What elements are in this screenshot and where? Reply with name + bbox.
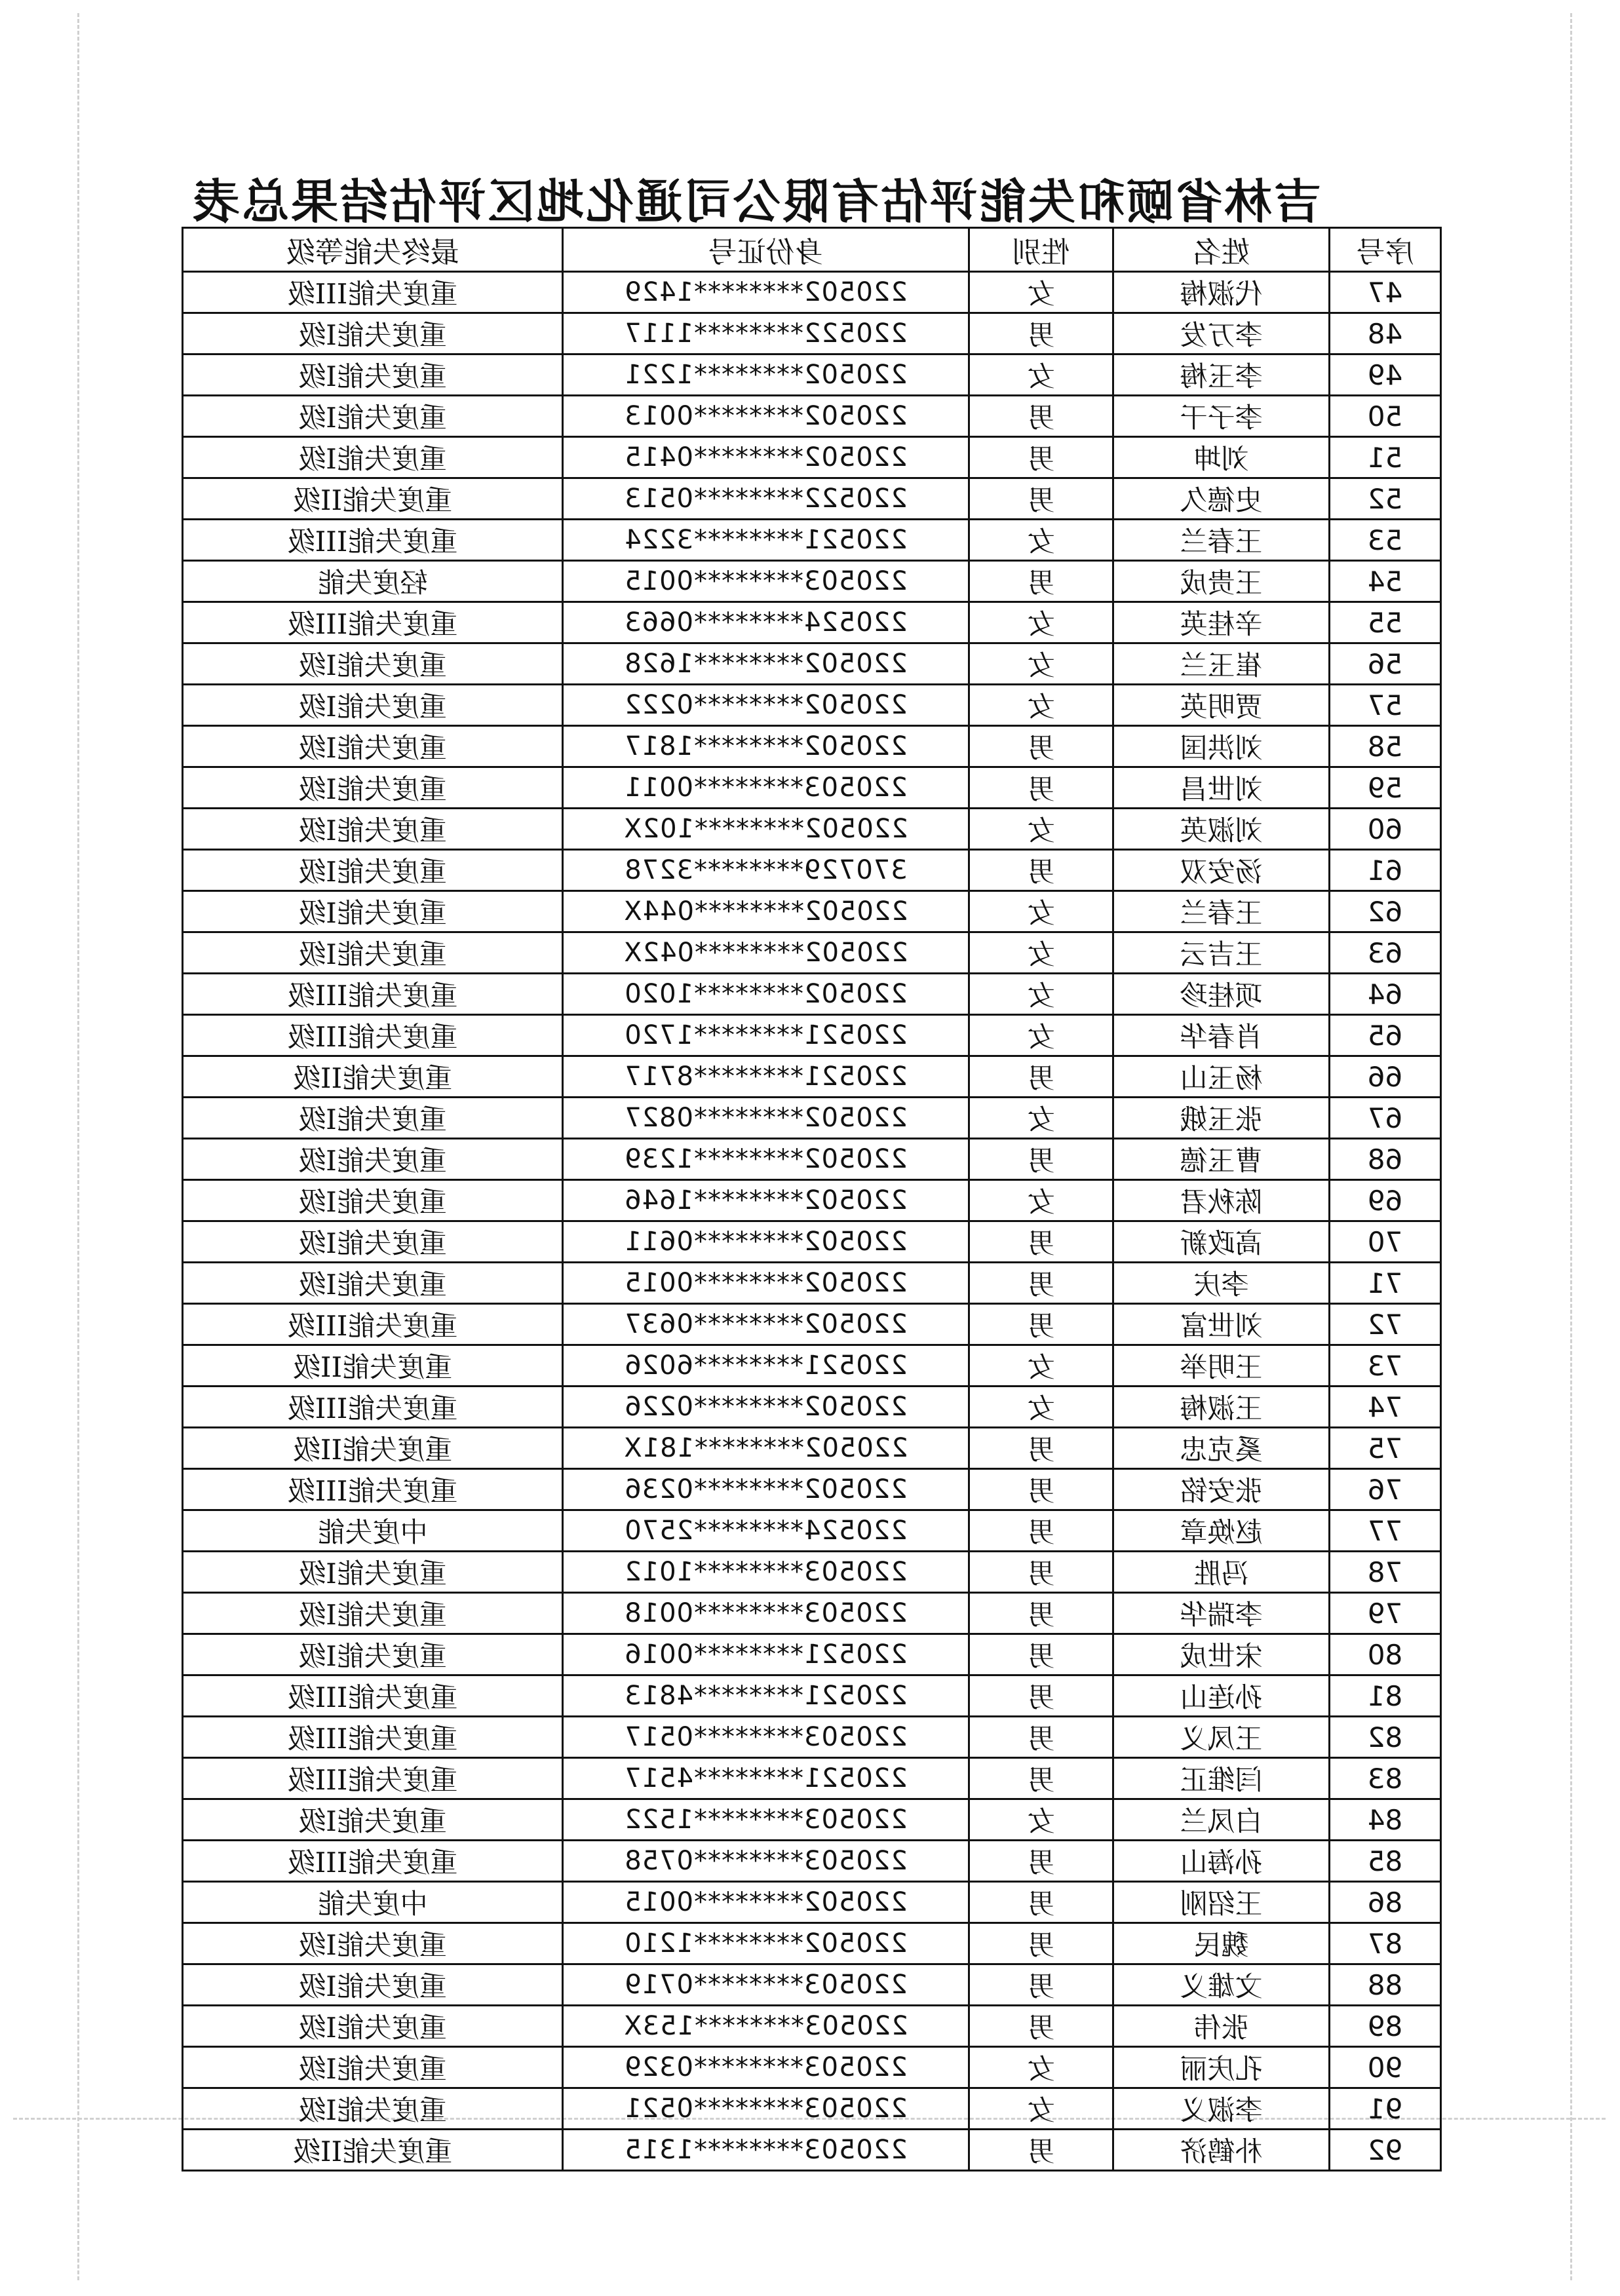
cell-grade: 重度失能Ⅰ级 xyxy=(183,396,563,437)
cell-name: 王春兰 xyxy=(1113,520,1330,561)
cell-sex: 男 xyxy=(969,1758,1113,1799)
cell-name: 冯胜 xyxy=(1113,1552,1330,1593)
cell-name: 辛桂英 xyxy=(1113,602,1330,643)
cell-seq: 79 xyxy=(1330,1593,1441,1634)
table-row xyxy=(183,354,1441,396)
cell-grade: 重度失能III级 xyxy=(183,974,563,1015)
cell-name: 代淑梅 xyxy=(1113,272,1330,313)
cell-seq: 54 xyxy=(1330,561,1441,602)
cell-sex: 男 xyxy=(969,1923,1113,1964)
table-row xyxy=(183,643,1441,685)
cell-seq: 56 xyxy=(1330,643,1441,685)
table-row xyxy=(183,1758,1441,1799)
cell-grade: 重度失能Ⅰ级 xyxy=(183,891,563,932)
cell-id: 220502********0415 xyxy=(563,437,969,478)
cell-id: 220502********0015 xyxy=(563,1882,969,1923)
cell-name: 王淑梅 xyxy=(1113,1387,1330,1428)
cell-grade: 重度失能III级 xyxy=(183,1717,563,1758)
cell-name: 张伟 xyxy=(1113,2006,1330,2047)
cell-name: 李万发 xyxy=(1113,313,1330,354)
document-title: 吉林省颐和失能评估有限公司通化地区评估结果总表 xyxy=(190,174,1321,229)
cell-id: 220522********0513 xyxy=(563,478,969,520)
cell-seq: 87 xyxy=(1330,1923,1441,1964)
cell-sex: 男 xyxy=(969,396,1113,437)
cell-name: 文雄义 xyxy=(1113,1964,1330,2006)
cell-sex: 女 xyxy=(969,685,1113,726)
table-row xyxy=(183,1923,1441,1964)
table-row xyxy=(183,1304,1441,1345)
cell-name: 孙海山 xyxy=(1113,1841,1330,1882)
cell-grade: 重度失能Ⅰ级 xyxy=(183,437,563,478)
table-row xyxy=(183,1841,1441,1882)
cell-grade: 重度失能III级 xyxy=(183,1675,563,1717)
table-row xyxy=(183,1428,1441,1469)
cell-name: 李瑞华 xyxy=(1113,1593,1330,1634)
cell-grade: 重度失能III级 xyxy=(183,1758,563,1799)
cell-id: 220524********2570 xyxy=(563,1510,969,1552)
cell-seq: 72 xyxy=(1330,1304,1441,1345)
cell-sex: 男 xyxy=(969,1882,1113,1923)
cell-name: 陈秋君 xyxy=(1113,1180,1330,1221)
cell-seq: 57 xyxy=(1330,685,1441,726)
cell-grade: 重度失能Ⅰ级 xyxy=(183,767,563,809)
cell-sex: 女 xyxy=(969,1345,1113,1387)
cell-grade: 重度失能Ⅰ级 xyxy=(183,1180,563,1221)
cell-id: 220503********1315 xyxy=(563,2130,969,2171)
cell-sex: 男 xyxy=(969,437,1113,478)
cell-id: 220521********3224 xyxy=(563,520,969,561)
cell-id: 220503********153X xyxy=(563,2006,969,2047)
table-row xyxy=(183,1098,1441,1139)
cell-grade: 重度失能III级 xyxy=(183,1015,563,1056)
cell-id: 220522********1117 xyxy=(563,313,969,354)
cell-id: 220502********042X xyxy=(563,932,969,974)
cell-id: 220502********102X xyxy=(563,809,969,850)
table-row xyxy=(183,1964,1441,2006)
cell-name: 朴鹤济 xyxy=(1113,2130,1330,2171)
header-seq: 序号 xyxy=(1330,228,1441,272)
cell-grade: 重度失能Ⅰ级 xyxy=(183,932,563,974)
cell-sex: 男 xyxy=(969,850,1113,891)
cell-grade: 重度失能Ⅰ级 xyxy=(183,1139,563,1180)
cell-sex: 女 xyxy=(969,1799,1113,1841)
cell-sex: 女 xyxy=(969,272,1113,313)
cell-id: 220521********1720 xyxy=(563,1015,969,1056)
cell-id: 220502********044X xyxy=(563,891,969,932)
cell-id: 220503********0719 xyxy=(563,1964,969,2006)
table-row xyxy=(183,2047,1441,2088)
cell-name: 曹玉德 xyxy=(1113,1139,1330,1180)
cell-id: 220502********0236 xyxy=(563,1469,969,1510)
cell-id: 220502********0226 xyxy=(563,1387,969,1428)
table-row xyxy=(183,974,1441,1015)
cell-grade: 重度失能Ⅰ级 xyxy=(183,643,563,685)
cell-grade: 重度失能Ⅰ级 xyxy=(183,1634,563,1675)
cell-name: 赵焕章 xyxy=(1113,1510,1330,1552)
cell-seq: 73 xyxy=(1330,1345,1441,1387)
cell-sex: 男 xyxy=(969,1717,1113,1758)
cell-name: 高政新 xyxy=(1113,1221,1330,1263)
cell-seq: 75 xyxy=(1330,1428,1441,1469)
cell-sex: 男 xyxy=(969,561,1113,602)
cell-sex: 男 xyxy=(969,1428,1113,1469)
cell-id: 220521********4813 xyxy=(563,1675,969,1717)
cell-seq: 86 xyxy=(1330,1882,1441,1923)
table-row xyxy=(183,932,1441,974)
table-row xyxy=(183,809,1441,850)
cell-name: 李庆 xyxy=(1113,1263,1330,1304)
cell-id: 220521********4517 xyxy=(563,1758,969,1799)
cell-seq: 49 xyxy=(1330,354,1441,396)
cell-seq: 69 xyxy=(1330,1180,1441,1221)
cell-id: 220521********0016 xyxy=(563,1634,969,1675)
cell-name: 李淑义 xyxy=(1113,2088,1330,2130)
cell-seq: 91 xyxy=(1330,2088,1441,2130)
cell-name: 张玉娥 xyxy=(1113,1098,1330,1139)
cell-name: 宋世成 xyxy=(1113,1634,1330,1675)
cell-name: 王明举 xyxy=(1113,1345,1330,1387)
cell-seq: 64 xyxy=(1330,974,1441,1015)
cell-sex: 女 xyxy=(969,1015,1113,1056)
table-row xyxy=(183,1180,1441,1221)
cell-id: 220502********1429 xyxy=(563,272,969,313)
cell-sex: 男 xyxy=(969,767,1113,809)
cell-seq: 48 xyxy=(1330,313,1441,354)
cell-seq: 80 xyxy=(1330,1634,1441,1675)
cell-name: 刘世富 xyxy=(1113,1304,1330,1345)
cell-seq: 90 xyxy=(1330,2047,1441,2088)
cell-sex: 男 xyxy=(969,1056,1113,1098)
cell-grade: 重度失能II级 xyxy=(183,1056,563,1098)
cell-grade: 重度失能II级 xyxy=(183,1428,563,1469)
cell-name: 闫维正 xyxy=(1113,1758,1330,1799)
cell-name: 李玉梅 xyxy=(1113,354,1330,396)
cell-id: 220521********8717 xyxy=(563,1056,969,1098)
cell-grade: 重度失能Ⅰ级 xyxy=(183,1098,563,1139)
cell-sex: 男 xyxy=(969,2130,1113,2171)
cell-sex: 女 xyxy=(969,1180,1113,1221)
cell-seq: 85 xyxy=(1330,1841,1441,1882)
cell-grade: 重度失能Ⅰ级 xyxy=(183,2047,563,2088)
cell-sex: 女 xyxy=(969,1098,1113,1139)
cell-seq: 50 xyxy=(1330,396,1441,437)
cell-sex: 男 xyxy=(969,1593,1113,1634)
cell-sex: 女 xyxy=(969,643,1113,685)
cell-grade: 重度失能Ⅰ级 xyxy=(183,685,563,726)
cell-grade: 重度失能III级 xyxy=(183,1387,563,1428)
cell-sex: 男 xyxy=(969,2006,1113,2047)
table-row xyxy=(183,850,1441,891)
cell-grade: 重度失能II级 xyxy=(183,1345,563,1387)
cell-seq: 55 xyxy=(1330,602,1441,643)
cell-seq: 63 xyxy=(1330,932,1441,974)
cell-seq: 61 xyxy=(1330,850,1441,891)
cell-name: 王绍刚 xyxy=(1113,1882,1330,1923)
cell-name: 张安铭 xyxy=(1113,1469,1330,1510)
cell-id: 220502********1239 xyxy=(563,1139,969,1180)
cell-name: 肖春华 xyxy=(1113,1015,1330,1056)
cell-grade: 重度失能Ⅰ级 xyxy=(183,313,563,354)
table-row xyxy=(183,313,1441,354)
cell-name: 项桂珍 xyxy=(1113,974,1330,1015)
cell-id: 220524********0663 xyxy=(563,602,969,643)
table-row xyxy=(183,478,1441,520)
cell-seq: 88 xyxy=(1330,1964,1441,2006)
cell-grade: 重度失能Ⅰ级 xyxy=(183,2088,563,2130)
cell-sex: 男 xyxy=(969,1221,1113,1263)
cell-grade: 重度失能Ⅰ级 xyxy=(183,809,563,850)
cell-grade: 轻度失能 xyxy=(183,561,563,602)
table-row xyxy=(183,272,1441,313)
cell-id: 220502********1817 xyxy=(563,726,969,767)
table-row xyxy=(183,1882,1441,1923)
table-row xyxy=(183,891,1441,932)
table-row xyxy=(183,1510,1441,1552)
cell-sex: 男 xyxy=(969,1675,1113,1717)
cell-sex: 男 xyxy=(969,1304,1113,1345)
cell-sex: 男 xyxy=(969,1510,1113,1552)
cell-seq: 84 xyxy=(1330,1799,1441,1841)
cell-grade: 重度失能Ⅰ级 xyxy=(183,1263,563,1304)
table-header-row xyxy=(183,228,1441,272)
cell-name: 刘坤 xyxy=(1113,437,1330,478)
header-grade: 最终失能等级 xyxy=(183,228,563,272)
cell-seq: 77 xyxy=(1330,1510,1441,1552)
table-row xyxy=(183,602,1441,643)
cell-name: 李子干 xyxy=(1113,396,1330,437)
table-row xyxy=(183,1015,1441,1056)
cell-grade: 重度失能III级 xyxy=(183,1304,563,1345)
cell-id: 220503********0018 xyxy=(563,1593,969,1634)
cell-id: 220503********0015 xyxy=(563,561,969,602)
cell-name: 白凤兰 xyxy=(1113,1799,1330,1841)
cell-seq: 52 xyxy=(1330,478,1441,520)
table-row xyxy=(183,520,1441,561)
header-sex: 性别 xyxy=(969,228,1113,272)
cell-name: 王凤义 xyxy=(1113,1717,1330,1758)
cell-grade: 重度失能III级 xyxy=(183,520,563,561)
cell-id: 220502********0827 xyxy=(563,1098,969,1139)
cell-id: 220502********0013 xyxy=(563,396,969,437)
cell-sex: 女 xyxy=(969,354,1113,396)
table-row xyxy=(183,2088,1441,2130)
cell-sex: 女 xyxy=(969,809,1113,850)
cell-id: 220503********0011 xyxy=(563,767,969,809)
cell-name: 刘世昌 xyxy=(1113,767,1330,809)
cell-id: 220502********1646 xyxy=(563,1180,969,1221)
cell-seq: 47 xyxy=(1330,272,1441,313)
cell-name: 王贵成 xyxy=(1113,561,1330,602)
cell-grade: 重度失能III级 xyxy=(183,1469,563,1510)
table-row xyxy=(183,1345,1441,1387)
cell-grade: 重度失能Ⅰ级 xyxy=(183,726,563,767)
cell-seq: 65 xyxy=(1330,1015,1441,1056)
cell-grade: 重度失能Ⅰ级 xyxy=(183,2006,563,2047)
cell-id: 370729********3278 xyxy=(563,850,969,891)
cell-grade: 重度失能Ⅰ级 xyxy=(183,850,563,891)
cell-name: 刘洪国 xyxy=(1113,726,1330,767)
cell-sex: 女 xyxy=(969,2047,1113,2088)
cell-seq: 70 xyxy=(1330,1221,1441,1263)
table-row xyxy=(183,1552,1441,1593)
table-row xyxy=(183,1139,1441,1180)
cell-grade: 重度失能Ⅰ级 xyxy=(183,1923,563,1964)
cell-id: 220502********0015 xyxy=(563,1263,969,1304)
cell-name: 王春兰 xyxy=(1113,891,1330,932)
cell-seq: 67 xyxy=(1330,1098,1441,1139)
cell-name: 王吉云 xyxy=(1113,932,1330,974)
cell-seq: 83 xyxy=(1330,1758,1441,1799)
header-name: 姓名 xyxy=(1113,228,1330,272)
table-row xyxy=(183,1717,1441,1758)
cell-sex: 女 xyxy=(969,2088,1113,2130)
cell-sex: 男 xyxy=(969,1552,1113,1593)
cell-grade: 重度失能III级 xyxy=(183,272,563,313)
cell-grade: 重度失能II级 xyxy=(183,2130,563,2171)
cell-seq: 82 xyxy=(1330,1717,1441,1758)
cell-grade: 重度失能Ⅰ级 xyxy=(183,1593,563,1634)
cell-seq: 59 xyxy=(1330,767,1441,809)
cell-seq: 62 xyxy=(1330,891,1441,932)
table-row xyxy=(183,726,1441,767)
cell-name: 孔庆丽 xyxy=(1113,2047,1330,2088)
cell-sex: 女 xyxy=(969,932,1113,974)
table-row xyxy=(183,1634,1441,1675)
table-row xyxy=(183,1263,1441,1304)
cell-seq: 68 xyxy=(1330,1139,1441,1180)
cell-seq: 51 xyxy=(1330,437,1441,478)
cell-sex: 男 xyxy=(969,1469,1113,1510)
cell-sex: 女 xyxy=(969,1387,1113,1428)
cell-seq: 74 xyxy=(1330,1387,1441,1428)
cell-sex: 女 xyxy=(969,520,1113,561)
cell-grade: 重度失能II级 xyxy=(183,478,563,520)
cell-name: 魏民 xyxy=(1113,1923,1330,1964)
cell-seq: 60 xyxy=(1330,809,1441,850)
table-row xyxy=(183,437,1441,478)
cell-sex: 女 xyxy=(969,891,1113,932)
table-row xyxy=(183,1799,1441,1841)
table-row xyxy=(183,2006,1441,2047)
cell-id: 220521********6026 xyxy=(563,1345,969,1387)
cell-name: 孙连山 xyxy=(1113,1675,1330,1717)
cell-id: 220503********0329 xyxy=(563,2047,969,2088)
cell-grade: 中度失能 xyxy=(183,1510,563,1552)
cell-grade: 重度失能Ⅰ级 xyxy=(183,1964,563,2006)
cell-sex: 男 xyxy=(969,726,1113,767)
cell-id: 220503********0517 xyxy=(563,1717,969,1758)
cell-seq: 76 xyxy=(1330,1469,1441,1510)
table-row xyxy=(183,1221,1441,1263)
cell-id: 220502********1020 xyxy=(563,974,969,1015)
cell-grade: 中度失能 xyxy=(183,1882,563,1923)
cell-sex: 男 xyxy=(969,313,1113,354)
cell-name: 奚克忠 xyxy=(1113,1428,1330,1469)
table-row xyxy=(183,767,1441,809)
cell-id: 220503********0758 xyxy=(563,1841,969,1882)
cell-seq: 71 xyxy=(1330,1263,1441,1304)
cell-id: 220502********0611 xyxy=(563,1221,969,1263)
cell-grade: 重度失能Ⅰ级 xyxy=(183,1221,563,1263)
cell-sex: 男 xyxy=(969,1964,1113,2006)
table-row xyxy=(183,1675,1441,1717)
table-row xyxy=(183,1469,1441,1510)
table-row xyxy=(183,1593,1441,1634)
table-row xyxy=(183,561,1441,602)
cell-grade: 重度失能III级 xyxy=(183,602,563,643)
cell-name: 汤安双 xyxy=(1113,850,1330,891)
table-row xyxy=(183,1056,1441,1098)
header-id: 身份证号 xyxy=(563,228,969,272)
cell-grade: 重度失能Ⅰ级 xyxy=(183,354,563,396)
table-row xyxy=(183,685,1441,726)
assessment-results-table xyxy=(182,227,1442,2172)
cell-grade: 重度失能III级 xyxy=(183,1841,563,1882)
table-row xyxy=(183,1387,1441,1428)
table-row xyxy=(183,2130,1441,2171)
cell-name: 刘淑英 xyxy=(1113,809,1330,850)
cell-seq: 53 xyxy=(1330,520,1441,561)
cell-sex: 男 xyxy=(969,1634,1113,1675)
cell-sex: 女 xyxy=(969,974,1113,1015)
cell-name: 史德久 xyxy=(1113,478,1330,520)
cell-id: 220502********0637 xyxy=(563,1304,969,1345)
cell-name: 崔玉兰 xyxy=(1113,643,1330,685)
cell-name: 杨玉山 xyxy=(1113,1056,1330,1098)
table-body xyxy=(183,272,1441,2171)
cell-sex: 女 xyxy=(969,602,1113,643)
cell-grade: 重度失能Ⅰ级 xyxy=(183,1799,563,1841)
cell-seq: 92 xyxy=(1330,2130,1441,2171)
cell-seq: 66 xyxy=(1330,1056,1441,1098)
cell-id: 220502********1210 xyxy=(563,1923,969,1964)
cell-seq: 89 xyxy=(1330,2006,1441,2047)
cell-grade: 重度失能Ⅰ级 xyxy=(183,1552,563,1593)
cell-id: 220503********1522 xyxy=(563,1799,969,1841)
cell-sex: 男 xyxy=(969,1841,1113,1882)
cell-seq: 58 xyxy=(1330,726,1441,767)
cell-id: 220502********181X xyxy=(563,1428,969,1469)
cell-sex: 男 xyxy=(969,478,1113,520)
cell-id: 220503********1012 xyxy=(563,1552,969,1593)
cell-name: 贾明英 xyxy=(1113,685,1330,726)
cell-id: 220502********0222 xyxy=(563,685,969,726)
cell-seq: 81 xyxy=(1330,1675,1441,1717)
cell-seq: 78 xyxy=(1330,1552,1441,1593)
cell-sex: 男 xyxy=(969,1263,1113,1304)
cell-sex: 男 xyxy=(969,1139,1113,1180)
cell-id: 220503********0521 xyxy=(563,2088,969,2130)
table-row xyxy=(183,396,1441,437)
cell-id: 220502********1221 xyxy=(563,354,969,396)
cell-id: 220502********1628 xyxy=(563,643,969,685)
